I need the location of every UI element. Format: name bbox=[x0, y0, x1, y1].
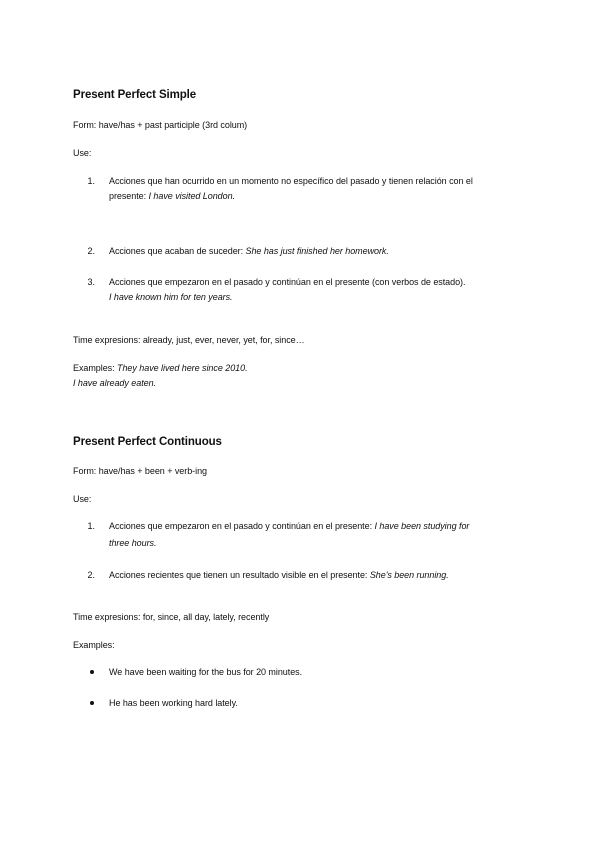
section1-examples bbox=[73, 363, 248, 373]
example-sentence: They have lived here since 2010. bbox=[117, 363, 248, 373]
list-item-text-part: Acciones que empezaron en el pasado y continúan en el presente: bbox=[109, 521, 375, 531]
bullet-icon bbox=[90, 670, 94, 674]
list-item-text bbox=[109, 521, 469, 531]
section1-use-label: Use: bbox=[73, 148, 92, 158]
list-item-text: Acciones que empezaron en el pasado y continúan en el presente (con verbos de estado). bbox=[109, 277, 466, 287]
bullet-icon bbox=[90, 701, 94, 705]
bullet-item-text: He has been working hard lately. bbox=[109, 698, 238, 708]
section2-time-expressions: Time expresions: for, since, all day, lately, recently bbox=[73, 612, 270, 622]
section1-time-expressions: Time expresions: already, just, ever, never, yet, for, since… bbox=[73, 335, 305, 345]
list-number: 1. bbox=[87, 521, 95, 531]
list-item-text bbox=[109, 570, 449, 580]
bullet-item-text: We have been waiting for the bus for 20 minutes. bbox=[109, 667, 303, 677]
section2-title: Present Perfect Continuous bbox=[73, 436, 222, 448]
section2-form: Form: have/has + been + verb-ing bbox=[73, 466, 207, 476]
example-sentence: I have known him for ten years. bbox=[109, 292, 233, 302]
list-item-text bbox=[109, 246, 389, 256]
list-item-text-part: presente: bbox=[109, 191, 149, 201]
example-sentence: She's been running. bbox=[369, 570, 449, 580]
example-sentence: I have visited London. bbox=[148, 191, 235, 201]
section1-title: Present Perfect Simple bbox=[73, 89, 197, 101]
list-item-text-part: Acciones que acaban de suceder: bbox=[109, 246, 246, 256]
section1-form: Form: have/has + past participle (3rd colum) bbox=[73, 120, 248, 130]
list-number: 2. bbox=[87, 570, 95, 580]
list-item-text-part: Acciones recientes que tienen un resultado visible en el presente: bbox=[109, 570, 370, 580]
list-number: 3. bbox=[87, 277, 95, 287]
list-number: 2. bbox=[87, 246, 95, 256]
example-sentence: I have been studying for bbox=[374, 521, 470, 531]
section2-examples-label: Examples: bbox=[73, 640, 115, 650]
example-sentence: She has just finished her homework. bbox=[245, 246, 389, 256]
list-item-text: Acciones que han ocurrido en un momento no específico del pasado y tienen relación con el bbox=[109, 176, 473, 186]
example-sentence: three hours. bbox=[109, 538, 157, 548]
list-item-text bbox=[109, 191, 235, 201]
examples-label: Examples: bbox=[73, 363, 118, 373]
section2-use-label: Use: bbox=[73, 494, 92, 504]
example-sentence: I have already eaten. bbox=[73, 378, 157, 388]
list-number: 1. bbox=[87, 176, 95, 186]
